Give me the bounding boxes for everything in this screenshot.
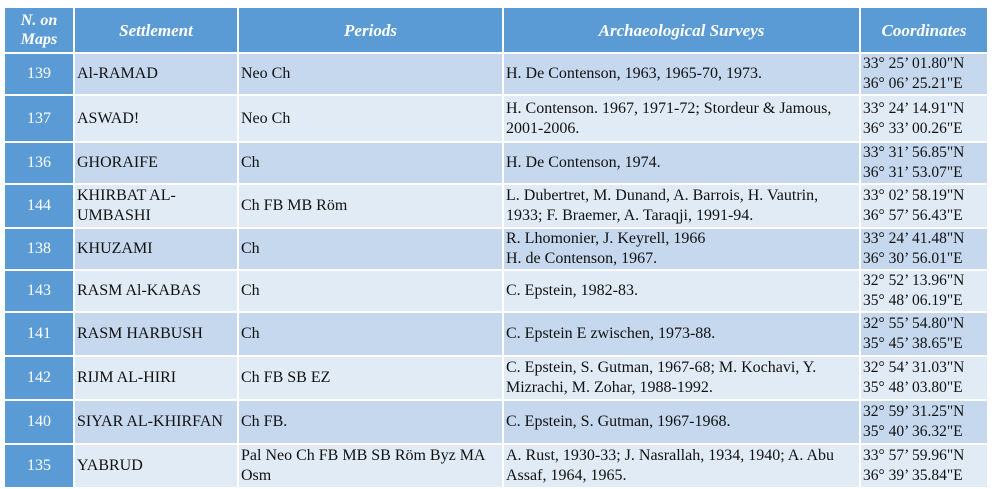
header-coordinates: Coordinates: [861, 8, 987, 52]
latitude: 32° 55’ 54.80"N: [863, 315, 965, 332]
map-number-cell: 142: [5, 357, 73, 399]
periods-cell: Neo Ch: [239, 54, 502, 94]
periods-cell: Ch FB SB EZ: [239, 357, 502, 399]
map-number-cell: 143: [5, 271, 73, 311]
table-row: [5, 54, 987, 94]
coordinates-cell: [861, 96, 987, 141]
longitude: 36° 33’ 00.26"E: [863, 119, 963, 137]
header-surveys: Archaeological Surveys: [504, 8, 859, 52]
latitude: 32° 54’ 31.03"N: [863, 359, 965, 376]
settlement-cell: KHUZAMI: [75, 229, 237, 269]
longitude: 36° 57’ 56.43"E: [863, 207, 963, 224]
surveys-cell: C. Epstein, S. Gutman, 1967-68; M. Kochavi, Y. Mizrachi, M. Zohar, 1988-1992.: [504, 357, 859, 399]
longitude: 36° 06’ 25.21"E: [863, 75, 963, 92]
header-map-number: N. on Maps: [5, 8, 73, 52]
surveys-cell: R. Lhomonier, J. Keyrell, 1966 H. de Contenson, 1967.: [504, 229, 859, 269]
table-row: [5, 401, 987, 443]
settlement-cell: GHORAIFE: [75, 143, 237, 183]
table-row: [5, 445, 987, 487]
surveys-cell: C. Epstein, S. Gutman, 1967-1968.: [504, 401, 859, 443]
coordinates-cell: [861, 401, 987, 443]
surveys-cell: C. Epstein E zwischen, 1973-88.: [504, 313, 859, 355]
settlement-cell: SIYAR AL-KHIRFAN: [75, 401, 237, 443]
header-periods: Periods: [239, 8, 502, 52]
surveys-cell: H. Contenson. 1967, 1971-72; Stordeur & Jamous, 2001-2006.: [504, 96, 859, 141]
surveys-cell: A. Rust, 1930-33; J. Nasrallah, 1934, 1940; A. Abu Assaf, 1964, 1965.: [504, 445, 859, 487]
map-number-cell: 137: [5, 96, 73, 141]
map-number-cell: 138: [5, 229, 73, 269]
table-row: [5, 143, 987, 183]
periods-cell: Ch: [239, 271, 502, 311]
longitude: 36° 39’ 35.84"E: [863, 467, 963, 484]
table-row: [5, 313, 987, 355]
longitude: 36° 31’ 53.07"E: [863, 164, 963, 181]
surveys-cell: H. De Contenson, 1963, 1965-70, 1973.: [504, 54, 859, 94]
periods-cell: Ch FB.: [239, 401, 502, 443]
latitude: 33° 24’ 14.91"N: [863, 99, 965, 117]
map-number-cell: 141: [5, 313, 73, 355]
periods-cell: Ch FB MB Röm: [239, 185, 502, 227]
surveys-cell: H. De Contenson, 1974.: [504, 143, 859, 183]
map-number-cell: 136: [5, 143, 73, 183]
table-row: [5, 96, 987, 141]
settlement-cell: RASM HARBUSH: [75, 313, 237, 355]
longitude: 35° 48’ 06.19"E: [863, 292, 963, 309]
longitude: 35° 45’ 38.65"E: [863, 335, 963, 352]
table-row: [5, 229, 987, 269]
table-row: [5, 271, 987, 311]
latitude: 33° 02’ 58.19"N: [863, 187, 965, 204]
latitude: 33° 24’ 41.48"N: [863, 230, 965, 247]
coordinates-cell: [861, 313, 987, 355]
coordinates-cell: [861, 445, 987, 487]
surveys-cell: L. Dubertret, M. Dunand, A. Barrois, H. Vautrin, 1933; F. Braemer, A. Taraqji, 1991-94.: [504, 185, 859, 227]
periods-cell: Ch: [239, 143, 502, 183]
settlements-table: [3, 6, 989, 489]
header-row: [5, 8, 987, 52]
map-number-cell: 144: [5, 185, 73, 227]
longitude: 36° 30’ 56.01"E: [863, 250, 963, 267]
map-number-cell: 139: [5, 54, 73, 94]
coordinates-cell: [861, 271, 987, 311]
latitude: 33° 31’ 56.85"N: [863, 144, 965, 161]
map-number-cell: 135: [5, 445, 73, 487]
settlement-cell: ASWAD!: [75, 96, 237, 141]
settlement-cell: Al-RAMAD: [75, 54, 237, 94]
latitude: 32° 52’ 13.96"N: [863, 272, 965, 289]
periods-cell: Ch: [239, 313, 502, 355]
latitude: 33° 57’ 59.96"N: [863, 447, 965, 464]
latitude: 32° 59’ 31.25"N: [863, 403, 965, 420]
settlement-cell: YABRUD: [75, 445, 237, 487]
latitude: 33° 25’ 01.80"N: [863, 55, 965, 72]
coordinates-cell: [861, 185, 987, 227]
table-row: [5, 185, 987, 227]
periods-cell: Neo Ch: [239, 96, 502, 141]
settlement-cell: RIJM AL-HIRI: [75, 357, 237, 399]
coordinates-cell: [861, 229, 987, 269]
periods-cell: Pal Neo Ch FB MB SB Röm Byz MA Osm: [239, 445, 502, 487]
periods-cell: Ch: [239, 229, 502, 269]
table-body: [5, 54, 987, 487]
coordinates-cell: [861, 143, 987, 183]
longitude: 35° 40’ 36.32"E: [863, 423, 963, 440]
coordinates-cell: [861, 54, 987, 94]
table-row: [5, 357, 987, 399]
settlement-cell: RASM Al-KABAS: [75, 271, 237, 311]
header-settlement: Settlement: [75, 8, 237, 52]
longitude: 35° 48’ 03.80"E: [863, 379, 963, 396]
map-number-cell: 140: [5, 401, 73, 443]
surveys-cell: C. Epstein, 1982-83.: [504, 271, 859, 311]
coordinates-cell: [861, 357, 987, 399]
settlement-cell: KHIRBAT AL-UMBASHI: [75, 185, 237, 227]
